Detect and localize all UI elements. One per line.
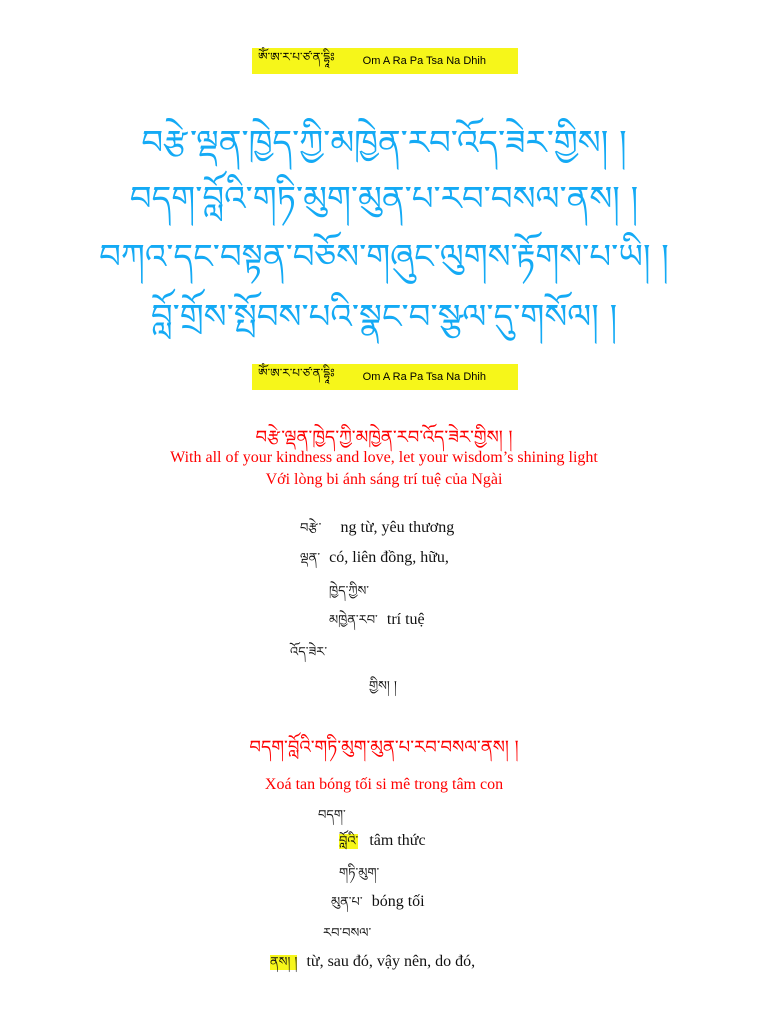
- gloss-meaning: tâm thức: [369, 832, 426, 849]
- mantra-banner-2: [252, 364, 518, 390]
- gloss-row: [270, 947, 475, 984]
- gloss-tibetan: གཏི་མུག་: [339, 866, 380, 881]
- gloss-tibetan: ལྡན་: [300, 551, 321, 566]
- section1-english: With all of your kindness and love, let your wisdom’s shining light: [170, 449, 598, 466]
- gloss-tibetan: ནས། །: [270, 955, 298, 970]
- gloss-meaning: trí tuệ: [386, 611, 425, 628]
- gloss-meaning: có, liên đồng, hữu,: [329, 549, 449, 566]
- gloss-tibetan: བརྩེ་: [300, 521, 322, 536]
- gloss-meaning: từ, sau đó, vậy nên, do đó,: [306, 953, 476, 970]
- gloss-tibetan: མུན་པ་: [331, 895, 363, 910]
- gloss-tibetan: འོད་ཟེར་: [290, 645, 328, 660]
- gloss-tibetan: རབ་བསལ་: [323, 926, 372, 941]
- mantra-tibetan: ཨོཾ་ཨ་ར་པ་ཙ་ན་དྷཱིཿ: [258, 50, 335, 64]
- gloss-tibetan: ཁྱེད་ཀྱིས་: [329, 584, 370, 599]
- gloss-meaning: bóng tối: [371, 893, 425, 910]
- mantra-latin: Om A Ra Pa Tsa Na Dhih: [362, 371, 486, 383]
- gloss-meaning: ng từ, yêu thương: [340, 519, 455, 536]
- gloss-row: [300, 543, 449, 580]
- section2-vietnamese: Xoá tan bóng tối si mê trong tâm con: [264, 776, 504, 793]
- gloss-tibetan: བློའི་: [339, 834, 359, 849]
- gloss-row: [329, 605, 425, 642]
- verse-line-2: བདག་བློའི་གཏི་མུག་མུན་པ་རབ་བསལ་ནས། །: [129, 179, 639, 219]
- gloss-tibetan: མཁྱེན་རབ་: [329, 613, 378, 628]
- gloss-row: [290, 637, 327, 674]
- verse-line-1: བརྩེ་ལྡན་ཁྱེད་ཀྱི་མཁྱེན་རབ་འོད་ཟེར་གྱིས། །: [141, 123, 627, 163]
- section1-vietnamese: Với lòng bi ánh sáng trí tuệ của Ngài: [265, 471, 503, 488]
- section1-tibetan: བརྩེ་ལྡན་ཁྱེད་ཀྱི་མཁྱེན་རབ་འོད་ཟེར་གྱིས། །: [255, 427, 513, 448]
- gloss-row: [369, 671, 397, 708]
- section2-tibetan: བདག་བློའི་གཏི་མུག་མུན་པ་རབ་བསལ་ནས། །: [249, 737, 519, 758]
- mantra-latin: Om A Ra Pa Tsa Na Dhih: [362, 55, 486, 67]
- mantra-tibetan: ཨོཾ་ཨ་ར་པ་ཙ་ན་དྷཱིཿ: [258, 366, 335, 380]
- mantra-banner: [252, 48, 518, 74]
- verse-line-4: བློ་གྲོས་སྤོབས་པའི་སྣང་བ་སྩལ་དུ་གསོལ། །: [150, 297, 618, 337]
- gloss-tibetan: གྱིས། །: [369, 679, 397, 694]
- gloss-tibetan: བདག་: [318, 808, 346, 823]
- verse-line-3: བཀའ་དང་བསྟན་བཅོས་གཞུང་ལུགས་རྟོགས་པ་ཡི། །: [99, 237, 669, 277]
